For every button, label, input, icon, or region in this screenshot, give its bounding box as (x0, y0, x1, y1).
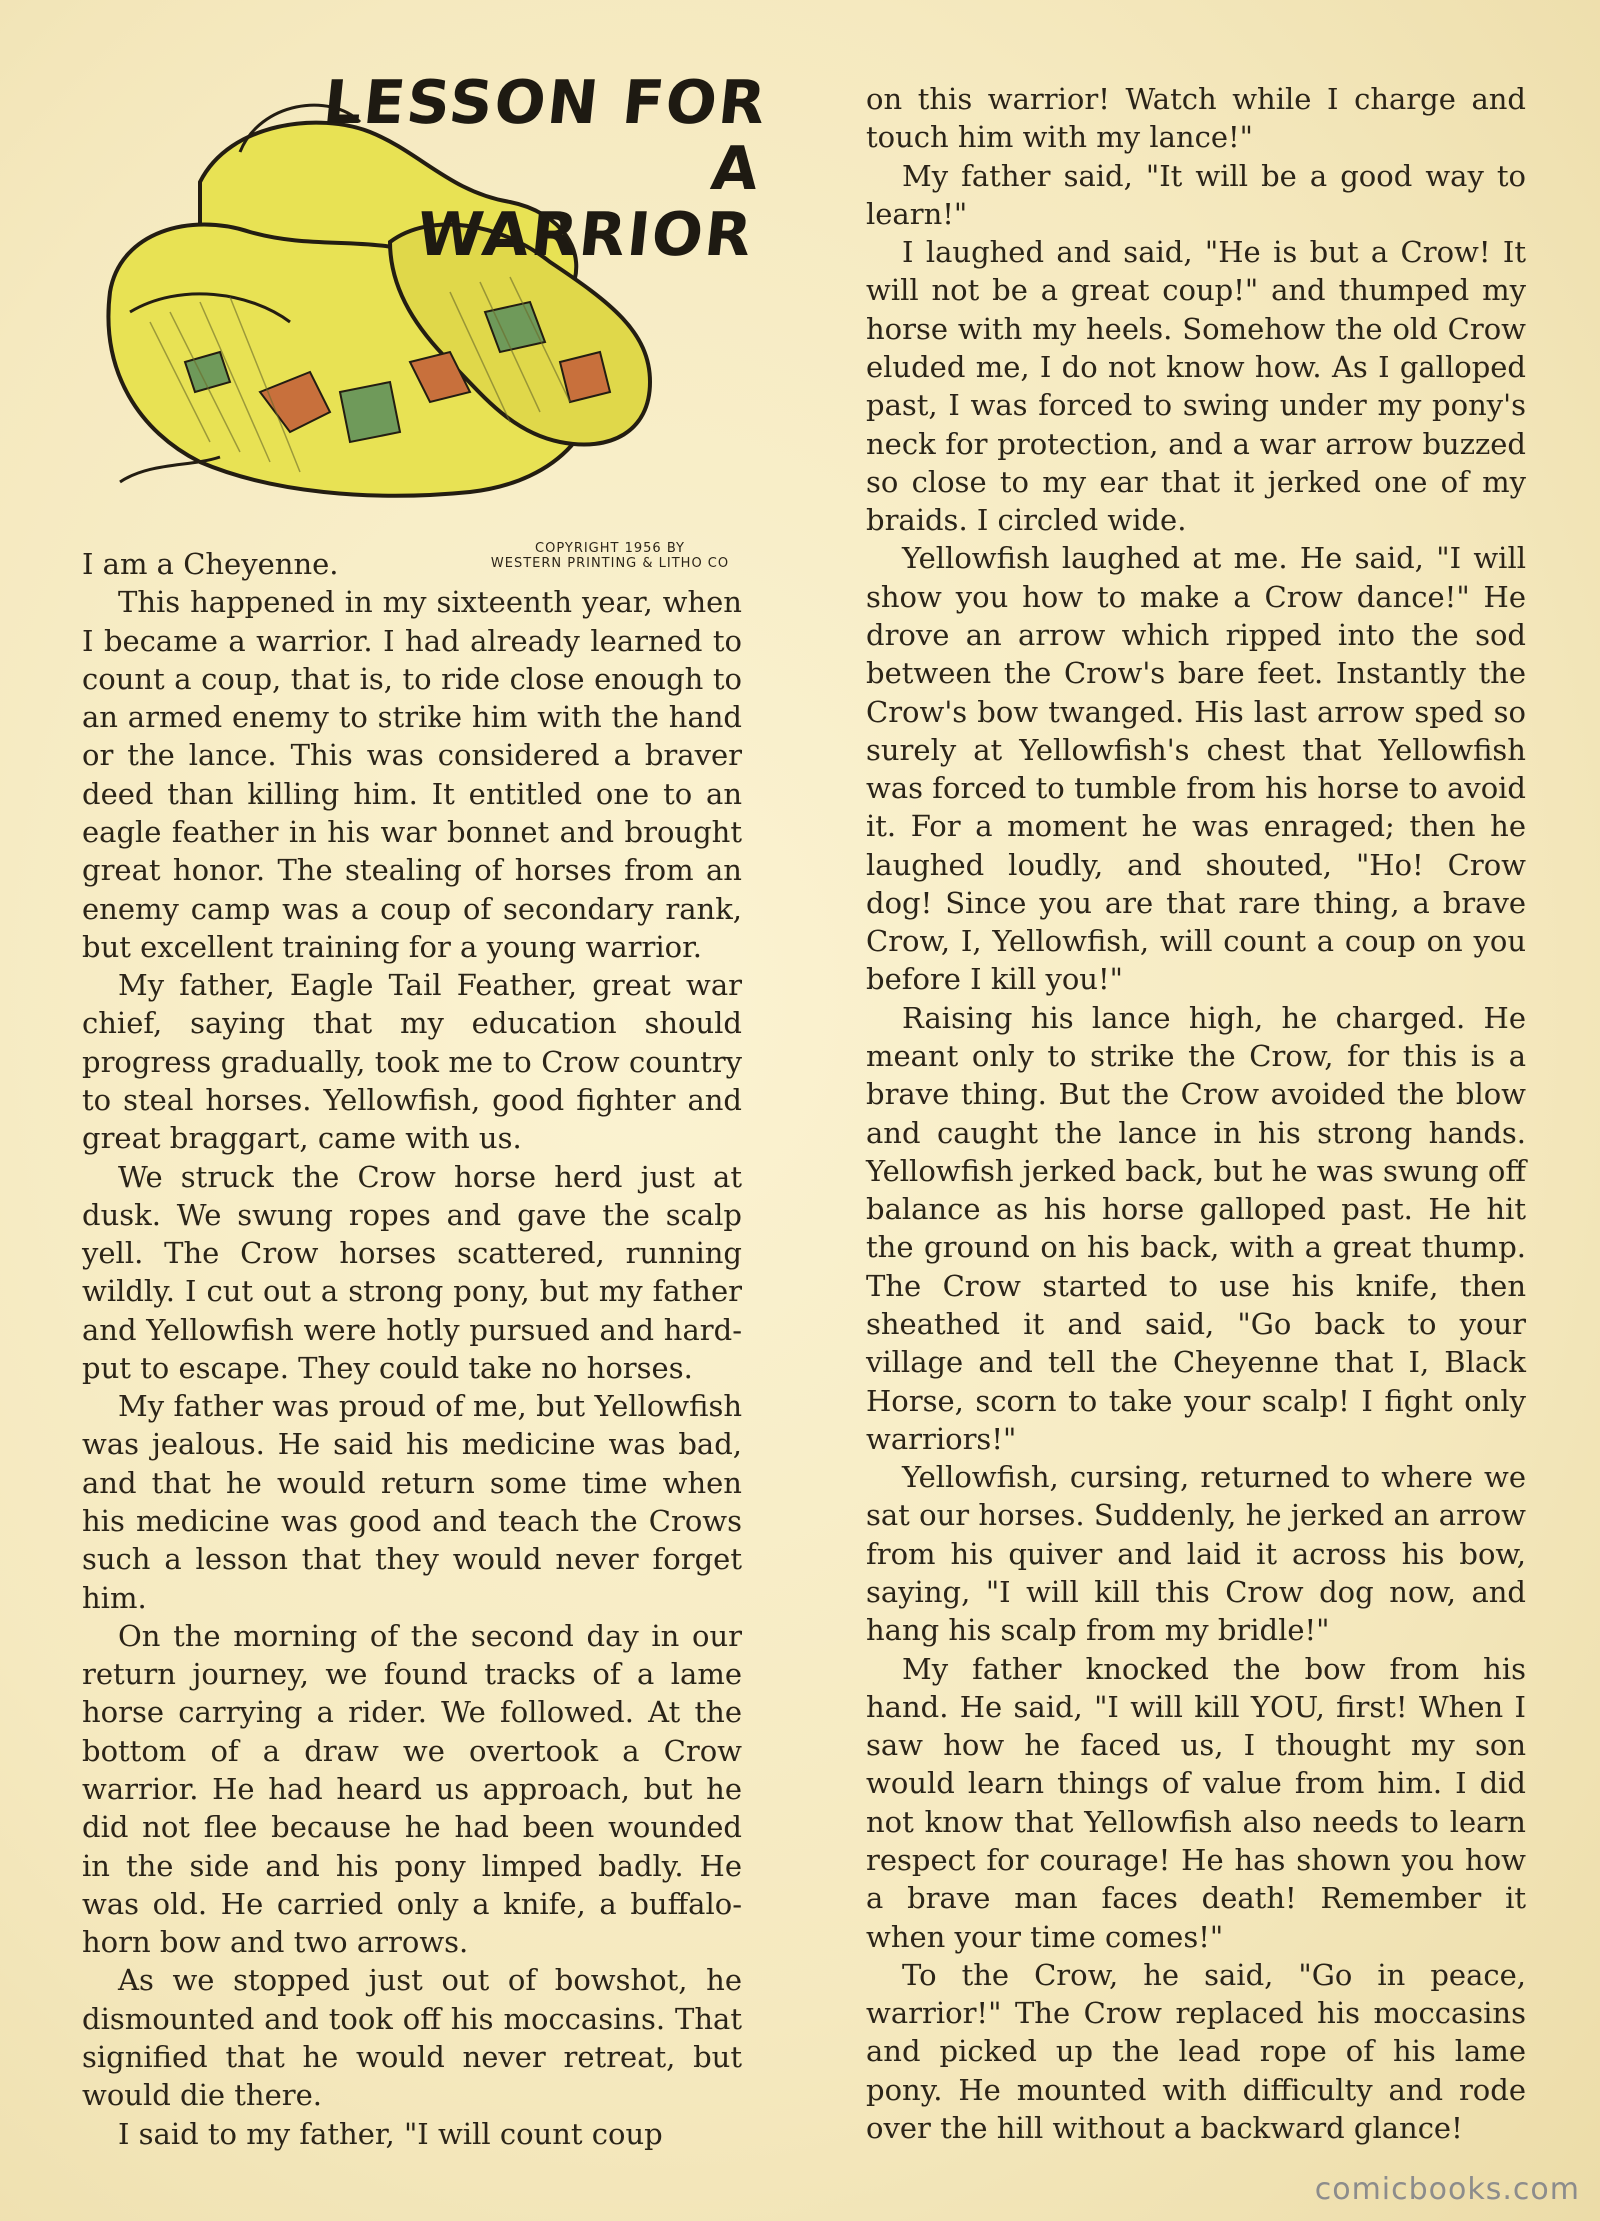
title-line-2: WARRIOR (413, 200, 757, 270)
paragraph: To the Crow, he said, "Go in peace, warrior!" The Crow replaced his moccasins and picked up the lead rope of his lame pony. He mounted with difficulty and rode over the hill without a backward glance! (866, 1957, 1526, 2145)
paragraph: Yellowfish laughed at me. He said, "I will show you how to make a Crow dance!" He drove an arrow which ripped into the sod between the Crow's bare feet. Instantly the Crow's bow twanged. His last arrow sped so surely at Yellowfish's chest that Yellowfish was forced to tumble from his horse to avoid it. For a moment he was enraged; then he laughed loudly, and shouted, "Ho! Crow dog! Since you are that rare thing, a brave Crow, I, Yellowfish, will count a coup on you before I kill you!" (866, 541, 1526, 997)
left-text-column (82, 545, 742, 2153)
paragraph: I am a Cheyenne. (82, 547, 339, 581)
paragraph: My father was proud of me, but Yellowfish was jealous. He said his medicine was bad, and that he would return some time when his medicine was good and teach the Crows such a lesson that they would never forget him. (82, 1389, 742, 1615)
paragraph: On the morning of the second day in our return journey, we found tracks of a lame horse carrying a rider. We followed. At the bottom of a draw we overtook a Crow warrior. He had heard us approach, but he did not flee because he had been wounded in the side and his pony limped badly. He was old. He carried only a knife, a buffalo-horn bow and two arrows. (82, 1618, 742, 1960)
watermark: comicbooks.com (1314, 2172, 1580, 2207)
paragraph: My father said, "It will be a good way to learn!" (866, 158, 1526, 231)
paragraph: I laughed and said, "He is but a Crow! It will not be a great coup!" and thumped my horse with my heels. Somehow the old Crow eluded me, I do not know how. As I galloped past, I was forced to swing under my pony's neck for protection, and a war arrow buzzed so close to my ear that it jerked one of my braids. I circled wide. (866, 235, 1526, 538)
copyright-line-2: WESTERN PRINTING & LITHO CO (490, 556, 730, 571)
copyright-line-1: COPYRIGHT 1956 BY (535, 541, 685, 556)
paragraph: We struck the Crow horse herd just at dusk. We swung ropes and gave the scalp yell. The Crow horses scattered, running wildly. I cut out a strong pony, but my father and Yellowfish were hotly pursued and hard-put to escape. They could take no horses. (82, 1159, 742, 1385)
title-line-1: LESSON FOR A (319, 68, 771, 204)
paragraph: My father, Eagle Tail Feather, great war chief, saying that my education should progress gradually, took me to Crow country to steal horses. Yellowfish, good fighter and great braggart, came with us. (82, 968, 742, 1156)
paragraph: on this warrior! Watch while I charge and touch him with my lance!" (866, 82, 1526, 155)
right-text-column (866, 80, 1526, 2147)
paragraph: As we stopped just out of bowshot, he dismounted and took off his moccasins. That signified that he would never retreat, but would die there. (82, 1963, 742, 2113)
paragraph: This happened in my sixteenth year, when I became a warrior. I had already learned to count a coup, that is, to ride close enough to an armed enemy to strike him with the hand or the lance. This was considered a braver deed than killing him. It entitled one to an eagle feather in his war bonnet and brought great honor. The stealing of horses from an enemy camp was a coup of secondary rank, but excellent training for a young warrior. (82, 585, 742, 964)
story-title (290, 70, 771, 268)
paragraph: Yellowfish, cursing, returned to where we sat our horses. Suddenly, he jerked an arrow from his quiver and laid it across his bow, saying, "I will kill this Crow dog now, and hang his scalp from my bridle!" (866, 1460, 1526, 1648)
paragraph: My father knocked the bow from his hand. He said, "I will kill YOU, first! When I saw how he faced us, I thought my son would learn things of value from him. I did not know that Yellowfish also needs to learn respect for courage! He has shown you how a brave man faces death! Remember it when your time comes!" (866, 1651, 1526, 1954)
paragraph: I said to my father, "I will count coup (118, 2116, 663, 2151)
paragraph: Raising his lance high, he charged. He meant only to strike the Crow, for this is a brave thing. But the Crow avoided the blow and caught the lance in his strong hands. Yellowfish jerked back, but he was swung off balance as his horse galloped past. He hit the ground on his back, with a great thump. The Crow started to use his knife, then sheathed it and said, "Go back to your village and tell the Cheyenne that I, Black Horse, scorn to take your scalp! I fight only warriors!" (866, 1000, 1526, 1456)
